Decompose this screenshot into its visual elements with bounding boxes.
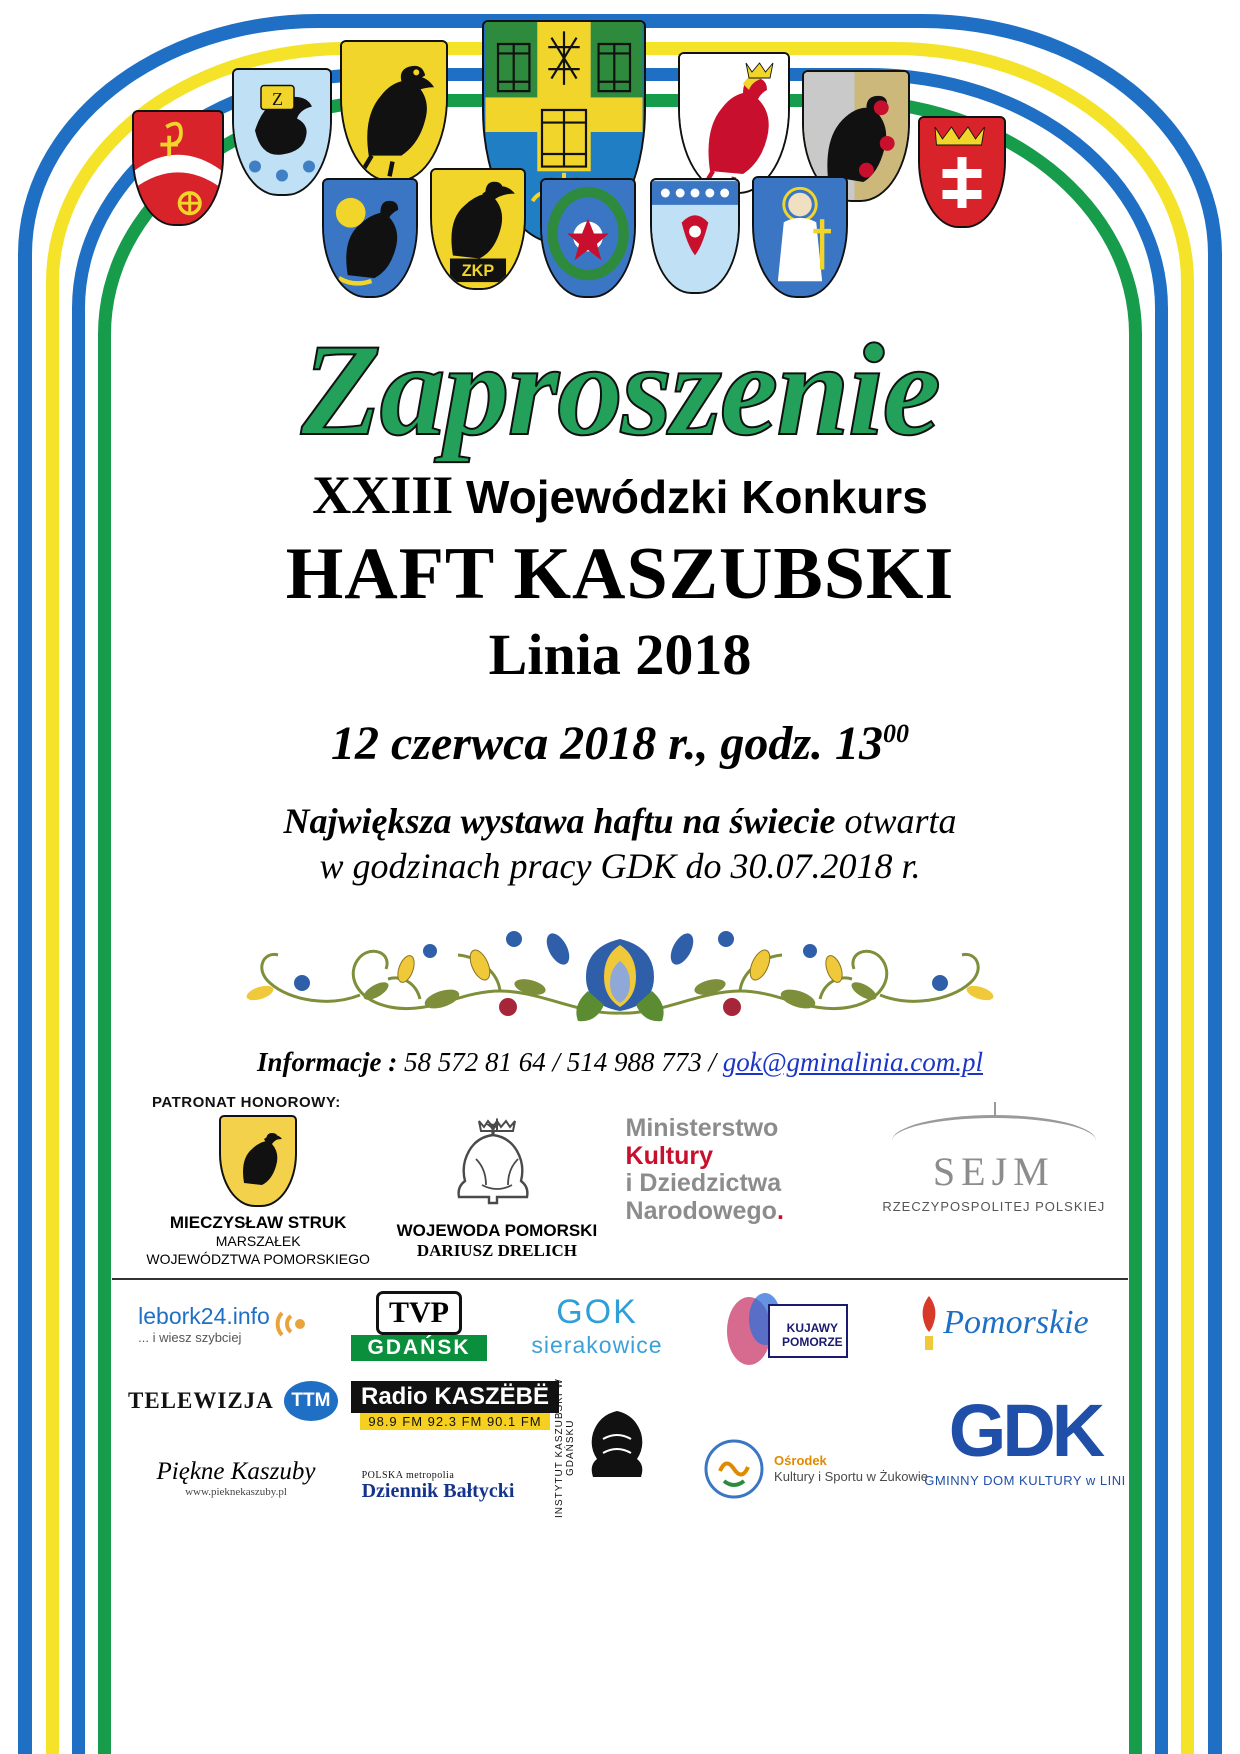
patron-role-line1: DARIUSZ DRELICH bbox=[416, 1241, 577, 1260]
patron-role-line2: WOJEWÓDZTWA POMORSKIEGO bbox=[146, 1250, 370, 1267]
instytut-eagle-icon bbox=[577, 1403, 657, 1487]
sejm-subtitle: RZECZYPOSPOLITEJ POLSKIEJ bbox=[882, 1199, 1106, 1214]
sponsor-gdk-title: GDK bbox=[948, 1389, 1102, 1472]
sponsor-tvp-gdansk[interactable] bbox=[344, 1286, 494, 1366]
crest-gdansk bbox=[918, 116, 1002, 224]
crest-wreath bbox=[540, 178, 632, 294]
contact-info bbox=[112, 1047, 1128, 1078]
sponsor-instytut-title: INSTYTUT KASZUBSKI W GDAŃSKU bbox=[554, 1378, 576, 1518]
crest-zukowo bbox=[232, 68, 328, 192]
ministry-logo-icon bbox=[620, 1115, 872, 1225]
sponsor-piekne-sub: www.pieknekaszuby.pl bbox=[185, 1486, 287, 1498]
event-date bbox=[112, 716, 1128, 771]
patron-wojewoda bbox=[381, 1115, 613, 1261]
patron-sejm bbox=[878, 1115, 1110, 1214]
griffin-shield-icon bbox=[219, 1115, 297, 1207]
sponsor-gdk-linia[interactable] bbox=[920, 1368, 1128, 1508]
patron-name: MIECZYSŁAW STRUK bbox=[169, 1213, 347, 1232]
sponsor-pomorskie-title: Pomorskie bbox=[943, 1304, 1089, 1341]
sponsor-lebork24[interactable] bbox=[122, 1294, 332, 1354]
sponsor-tvp-title: TVP bbox=[376, 1291, 462, 1335]
sejm-wordmark: SEJM bbox=[932, 1149, 1055, 1194]
svg-text:Z: Z bbox=[272, 89, 283, 109]
pomorskie-mark-icon bbox=[915, 1294, 943, 1352]
crest-blue-griffin bbox=[322, 178, 414, 294]
sponsor-piekne-kaszuby[interactable] bbox=[116, 1448, 356, 1508]
crest-red-griffin bbox=[678, 52, 786, 190]
sponsor-radio-title: Radio KASZËBË bbox=[351, 1381, 559, 1413]
event-date-sup: 00 bbox=[883, 719, 909, 748]
page-title: Zaproszenie bbox=[301, 316, 939, 463]
sponsor-oksis-title: Ośrodek bbox=[774, 1453, 827, 1469]
sponsor-piekne-title bbox=[157, 1458, 316, 1498]
sponsor-pomorskie[interactable] bbox=[892, 1288, 1112, 1358]
ministry-line3: i Dziedzictwa bbox=[625, 1169, 782, 1197]
contest-place-year: Linia 2018 bbox=[488, 622, 752, 687]
sponsor-tvp-sub: GDAŃSK bbox=[351, 1335, 486, 1361]
sponsor-gok-sierakowice[interactable] bbox=[502, 1286, 692, 1366]
event-description bbox=[112, 799, 1128, 889]
sponsor-telewizja-title: TELEWIZJA bbox=[128, 1388, 274, 1413]
sponsor-radio-sub: 98.9 FM 92.3 FM 90.1 FM bbox=[360, 1413, 549, 1430]
contact-email-link[interactable]: gok@gminalinia.com.pl bbox=[722, 1047, 984, 1077]
subtitle bbox=[112, 464, 1128, 526]
sponsor-gok-sub: sierakowice bbox=[531, 1332, 663, 1358]
wifi-icon bbox=[270, 1301, 316, 1347]
subtitle-roman: XXIII bbox=[312, 465, 454, 525]
sejm-logo-icon bbox=[878, 1148, 1110, 1195]
sponsor-kujawy-pomorze[interactable] bbox=[704, 1288, 879, 1374]
sponsor-instytut-kaszubski[interactable] bbox=[542, 1370, 692, 1520]
contact-info-label: Informacje : bbox=[256, 1047, 398, 1077]
svg-text:ZKP: ZKP bbox=[461, 262, 495, 281]
sponsor-telewizja-ttm[interactable] bbox=[128, 1374, 338, 1428]
patronage-row bbox=[112, 1111, 1128, 1268]
contact-phones: 58 572 81 64 / 514 988 773 / bbox=[403, 1047, 716, 1077]
ministry-line1: Ministerstwo bbox=[625, 1114, 779, 1142]
event-description-line2: w godzinach pracy GDK do 30.07.2018 r. bbox=[319, 846, 921, 886]
crest-zkp bbox=[430, 168, 522, 286]
sponsor-ttm-sub: TTM bbox=[284, 1381, 338, 1421]
sponsor-kujawy-title: KUJAWY bbox=[786, 1321, 838, 1335]
sponsor-kujawy-sub: POMORZE bbox=[782, 1334, 843, 1349]
sponsor-oksis-sub: Kultury i Sportu w Żukowie bbox=[774, 1469, 928, 1484]
sejm-roof-icon bbox=[892, 1115, 1096, 1146]
sponsor-lebork24-sub: ... i wiesz szybciej bbox=[138, 1330, 242, 1345]
contest-title: HAFT KASZUBSKI bbox=[285, 533, 955, 615]
event-description-bold: Największa wystawa haftu na świecie bbox=[283, 801, 836, 841]
ministry-line2: Kultury bbox=[625, 1141, 714, 1170]
sponsor-radio-kaszebe[interactable] bbox=[350, 1374, 560, 1436]
sponsor-oksis-zukowo[interactable] bbox=[690, 1432, 940, 1506]
ministry-line4 bbox=[626, 1198, 872, 1226]
crest-pomeranian-griffin bbox=[340, 40, 444, 178]
ministry-line4-text: Narodowego bbox=[625, 1196, 777, 1225]
sponsor-gok-title: GOK bbox=[556, 1293, 638, 1331]
sponsor-dziennik-sub: POLSKA metropolia bbox=[361, 1470, 455, 1481]
polish-eagle-icon bbox=[452, 1115, 542, 1215]
sponsors-strip bbox=[112, 1278, 1128, 1586]
sponsor-lebork24-title: lebork24.info bbox=[138, 1303, 270, 1329]
subtitle-rest: Wojewódzki Konkurs bbox=[466, 471, 928, 523]
kashubian-embroidery-ornament bbox=[112, 895, 1128, 1045]
patron-name: WOJEWODA POMORSKI bbox=[396, 1221, 598, 1240]
sponsor-dziennik-title: Dziennik Bałtycki bbox=[361, 1480, 515, 1502]
patronage-label: PATRONAT HONOROWY: bbox=[152, 1094, 341, 1111]
crest-stars bbox=[650, 178, 736, 290]
patron-marszalek bbox=[142, 1115, 374, 1268]
event-description-rest: otwarta bbox=[835, 801, 957, 841]
sponsor-piekne-title-text: Piękne Kaszuby bbox=[156, 1458, 316, 1485]
crest-saint bbox=[752, 176, 844, 294]
ministry-dot: . bbox=[776, 1196, 784, 1225]
patron-ministry bbox=[620, 1115, 872, 1225]
event-date-main: 12 czerwca 2018 r., godz. 13 bbox=[331, 717, 883, 770]
sponsor-dziennik-baltycki[interactable] bbox=[348, 1456, 528, 1516]
poster-content bbox=[112, 0, 1128, 1754]
patron-role-line1: MARSZAŁEK bbox=[215, 1233, 301, 1249]
crest-red-anchor bbox=[132, 110, 220, 222]
oksis-logo-icon bbox=[702, 1437, 766, 1501]
sponsor-gdk-sub: GMINNY DOM KULTURY w LINI bbox=[924, 1473, 1126, 1488]
